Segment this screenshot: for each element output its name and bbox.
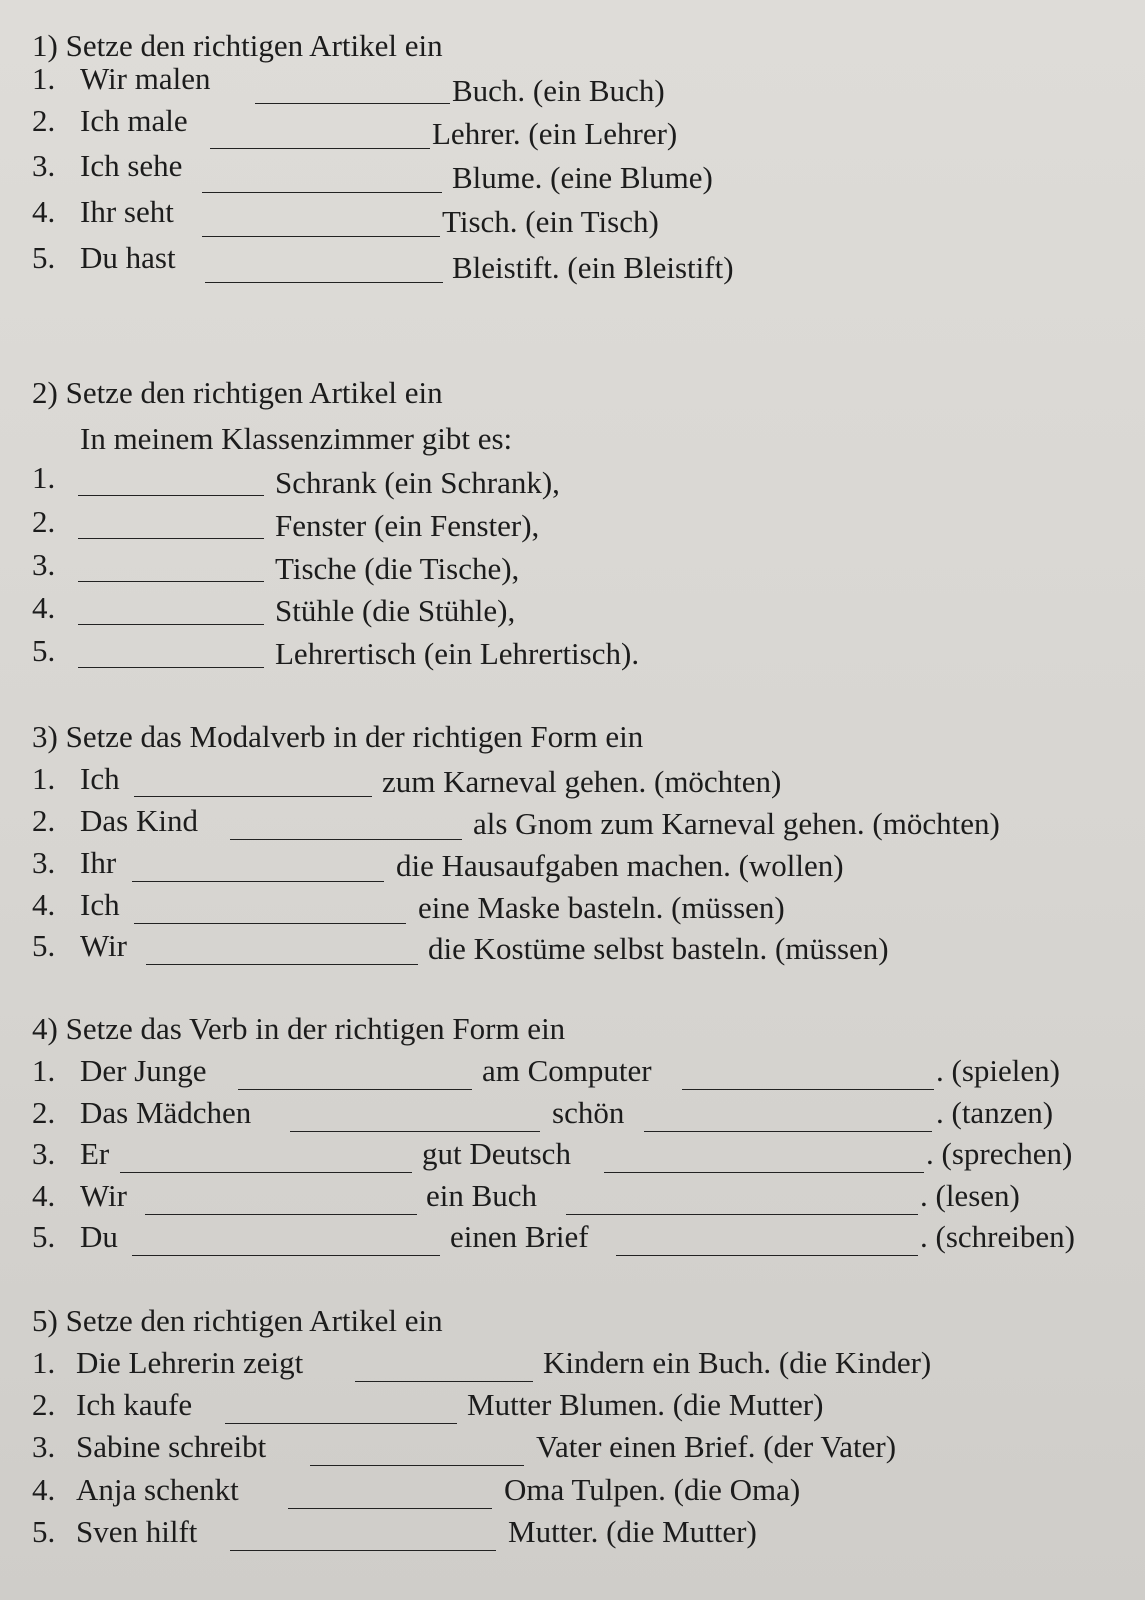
s4-item-4-blank-1 xyxy=(145,1214,417,1215)
s3-item-4-blank xyxy=(134,923,406,924)
s3-item-3-blank xyxy=(132,881,384,882)
s2-item-1-blank xyxy=(78,495,264,496)
s5-item-1-hint: Kindern ein Buch. (die Kinder) xyxy=(543,1345,932,1380)
s5-item-3-text: Sabine schreibt xyxy=(76,1429,267,1464)
s2-item-2-hint: Fenster (ein Fenster), xyxy=(275,508,540,543)
s4-item-5-text: Du xyxy=(80,1219,118,1254)
s3-item-5-hint: die Kostüme selbst basteln. (müssen) xyxy=(428,931,889,966)
section-1-heading: 1) Setze den richtigen Artikel ein xyxy=(32,28,443,63)
s4-item-3-hint: . (sprechen) xyxy=(926,1136,1073,1171)
s2-item-4-number: 4. xyxy=(32,590,56,625)
s4-item-2-number: 2. xyxy=(32,1095,56,1130)
s4-item-2-blank-2 xyxy=(644,1131,932,1132)
s1-item-1-hint: Buch. (ein Buch) xyxy=(452,73,665,108)
s5-item-5-blank xyxy=(230,1550,496,1551)
s4-item-5-middle: einen Brief xyxy=(450,1219,589,1254)
s5-item-3-hint: Vater einen Brief. (der Vater) xyxy=(536,1429,897,1464)
s2-item-3-hint: Tische (die Tische), xyxy=(275,551,520,586)
s4-item-5-number: 5. xyxy=(32,1219,56,1254)
s5-item-5-number: 5. xyxy=(32,1514,56,1549)
s3-item-1-text: Ich xyxy=(80,761,120,796)
s3-item-5-number: 5. xyxy=(32,928,56,963)
s4-item-3-text: Er xyxy=(80,1136,110,1171)
section-3-heading: 3) Setze das Modalverb in der richtigen Form ein xyxy=(32,719,644,754)
s4-item-5-hint: . (schreiben) xyxy=(920,1219,1075,1254)
s1-item-4-blank xyxy=(202,236,440,237)
s5-item-5-hint: Mutter. (die Mutter) xyxy=(508,1514,757,1549)
s2-item-5-number: 5. xyxy=(32,633,56,668)
s3-item-4-number: 4. xyxy=(32,887,56,922)
s2-item-2-number: 2. xyxy=(32,504,56,539)
s4-item-4-number: 4. xyxy=(32,1178,56,1213)
s3-item-4-text: Ich xyxy=(80,887,120,922)
s3-item-4-hint: eine Maske basteln. (müssen) xyxy=(418,890,785,925)
s4-item-1-middle: am Computer xyxy=(482,1053,652,1088)
s5-item-2-text: Ich kaufe xyxy=(76,1387,193,1422)
s5-item-1-number: 1. xyxy=(32,1345,56,1380)
s4-item-3-blank-2 xyxy=(604,1172,924,1173)
s2-item-5-hint: Lehrertisch (ein Lehrertisch). xyxy=(275,636,640,671)
s1-item-5-hint: Bleistift. (ein Bleistift) xyxy=(452,250,734,285)
s2-item-3-blank xyxy=(78,581,264,582)
s3-item-3-hint: die Hausaufgaben machen. (wollen) xyxy=(396,848,844,883)
s3-item-1-number: 1. xyxy=(32,761,56,796)
section-2-heading: 2) Setze den richtigen Artikel ein xyxy=(32,375,443,410)
s2-item-5-blank xyxy=(78,667,264,668)
s1-item-2-text: Ich male xyxy=(80,103,188,138)
s5-item-4-number: 4. xyxy=(32,1472,56,1507)
s4-item-2-text: Das Mädchen xyxy=(80,1095,252,1130)
s4-item-2-middle: schön xyxy=(552,1095,625,1130)
s2-item-4-hint: Stühle (die Stühle), xyxy=(275,593,516,628)
s2-item-1-hint: Schrank (ein Schrank), xyxy=(275,465,560,500)
s4-item-3-number: 3. xyxy=(32,1136,56,1171)
s5-item-1-blank xyxy=(355,1381,533,1382)
s4-item-1-hint: . (spielen) xyxy=(936,1053,1060,1088)
s4-item-5-blank-1 xyxy=(132,1255,440,1256)
s1-item-5-text: Du hast xyxy=(80,240,176,275)
s1-item-4-text: Ihr seht xyxy=(80,194,174,229)
s3-item-5-blank xyxy=(146,964,418,965)
s4-item-2-hint: . (tanzen) xyxy=(936,1095,1054,1130)
s3-item-1-blank xyxy=(134,796,372,797)
section-2-intro: In meinem Klassenzimmer gibt es: xyxy=(80,421,513,456)
section-5-heading: 5) Setze den richtigen Artikel ein xyxy=(32,1303,443,1338)
s2-item-4-blank xyxy=(78,624,264,625)
s4-item-1-text: Der Junge xyxy=(80,1053,207,1088)
s5-item-5-text: Sven hilft xyxy=(76,1514,198,1549)
s4-item-1-number: 1. xyxy=(32,1053,56,1088)
s4-item-3-blank-1 xyxy=(120,1172,412,1173)
s1-item-1-number: 1. xyxy=(32,61,56,96)
s3-item-3-number: 3. xyxy=(32,845,56,880)
s3-item-3-text: Ihr xyxy=(80,845,117,880)
s1-item-3-blank xyxy=(202,192,442,193)
s5-item-2-number: 2. xyxy=(32,1387,56,1422)
section-4-heading: 4) Setze das Verb in der richtigen Form ein xyxy=(32,1011,566,1046)
s5-item-4-blank xyxy=(288,1508,492,1509)
s3-item-2-number: 2. xyxy=(32,803,56,838)
s1-item-3-text: Ich sehe xyxy=(80,148,183,183)
s4-item-2-blank-1 xyxy=(290,1131,540,1132)
s3-item-2-text: Das Kind xyxy=(80,803,198,838)
s5-item-4-text: Anja schenkt xyxy=(76,1472,239,1507)
s2-item-2-blank xyxy=(78,538,264,539)
s1-item-4-number: 4. xyxy=(32,194,56,229)
s1-item-2-blank xyxy=(210,148,430,149)
s1-item-1-blank xyxy=(255,103,450,104)
s4-item-3-middle: gut Deutsch xyxy=(422,1136,571,1171)
s1-item-4-hint: Tisch. (ein Tisch) xyxy=(442,204,659,239)
s1-item-5-number: 5. xyxy=(32,240,56,275)
s3-item-2-hint: als Gnom zum Karneval gehen. (möchten) xyxy=(473,806,1000,841)
s1-item-3-hint: Blume. (eine Blume) xyxy=(452,160,713,195)
s5-item-3-number: 3. xyxy=(32,1429,56,1464)
s1-item-5-blank xyxy=(205,282,443,283)
s1-item-2-hint: Lehrer. (ein Lehrer) xyxy=(432,116,678,151)
s4-item-4-middle: ein Buch xyxy=(426,1178,538,1213)
s3-item-2-blank xyxy=(230,839,462,840)
s1-item-1-text: Wir malen xyxy=(80,61,211,96)
s3-item-5-text: Wir xyxy=(80,928,127,963)
s2-item-3-number: 3. xyxy=(32,547,56,582)
s5-item-4-hint: Oma Tulpen. (die Oma) xyxy=(504,1472,801,1507)
s5-item-1-text: Die Lehrerin zeigt xyxy=(76,1345,304,1380)
s4-item-4-text: Wir xyxy=(80,1178,127,1213)
s4-item-4-hint: . (lesen) xyxy=(920,1178,1020,1213)
s1-item-2-number: 2. xyxy=(32,103,56,138)
s4-item-1-blank-1 xyxy=(238,1089,472,1090)
s2-item-1-number: 1. xyxy=(32,460,56,495)
s4-item-5-blank-2 xyxy=(616,1255,918,1256)
s5-item-3-blank xyxy=(310,1465,524,1466)
s5-item-2-blank xyxy=(225,1423,457,1424)
s5-item-2-hint: Mutter Blumen. (die Mutter) xyxy=(467,1387,824,1422)
s3-item-1-hint: zum Karneval gehen. (möchten) xyxy=(382,764,782,799)
s4-item-1-blank-2 xyxy=(682,1089,934,1090)
s4-item-4-blank-2 xyxy=(566,1214,918,1215)
s1-item-3-number: 3. xyxy=(32,148,56,183)
